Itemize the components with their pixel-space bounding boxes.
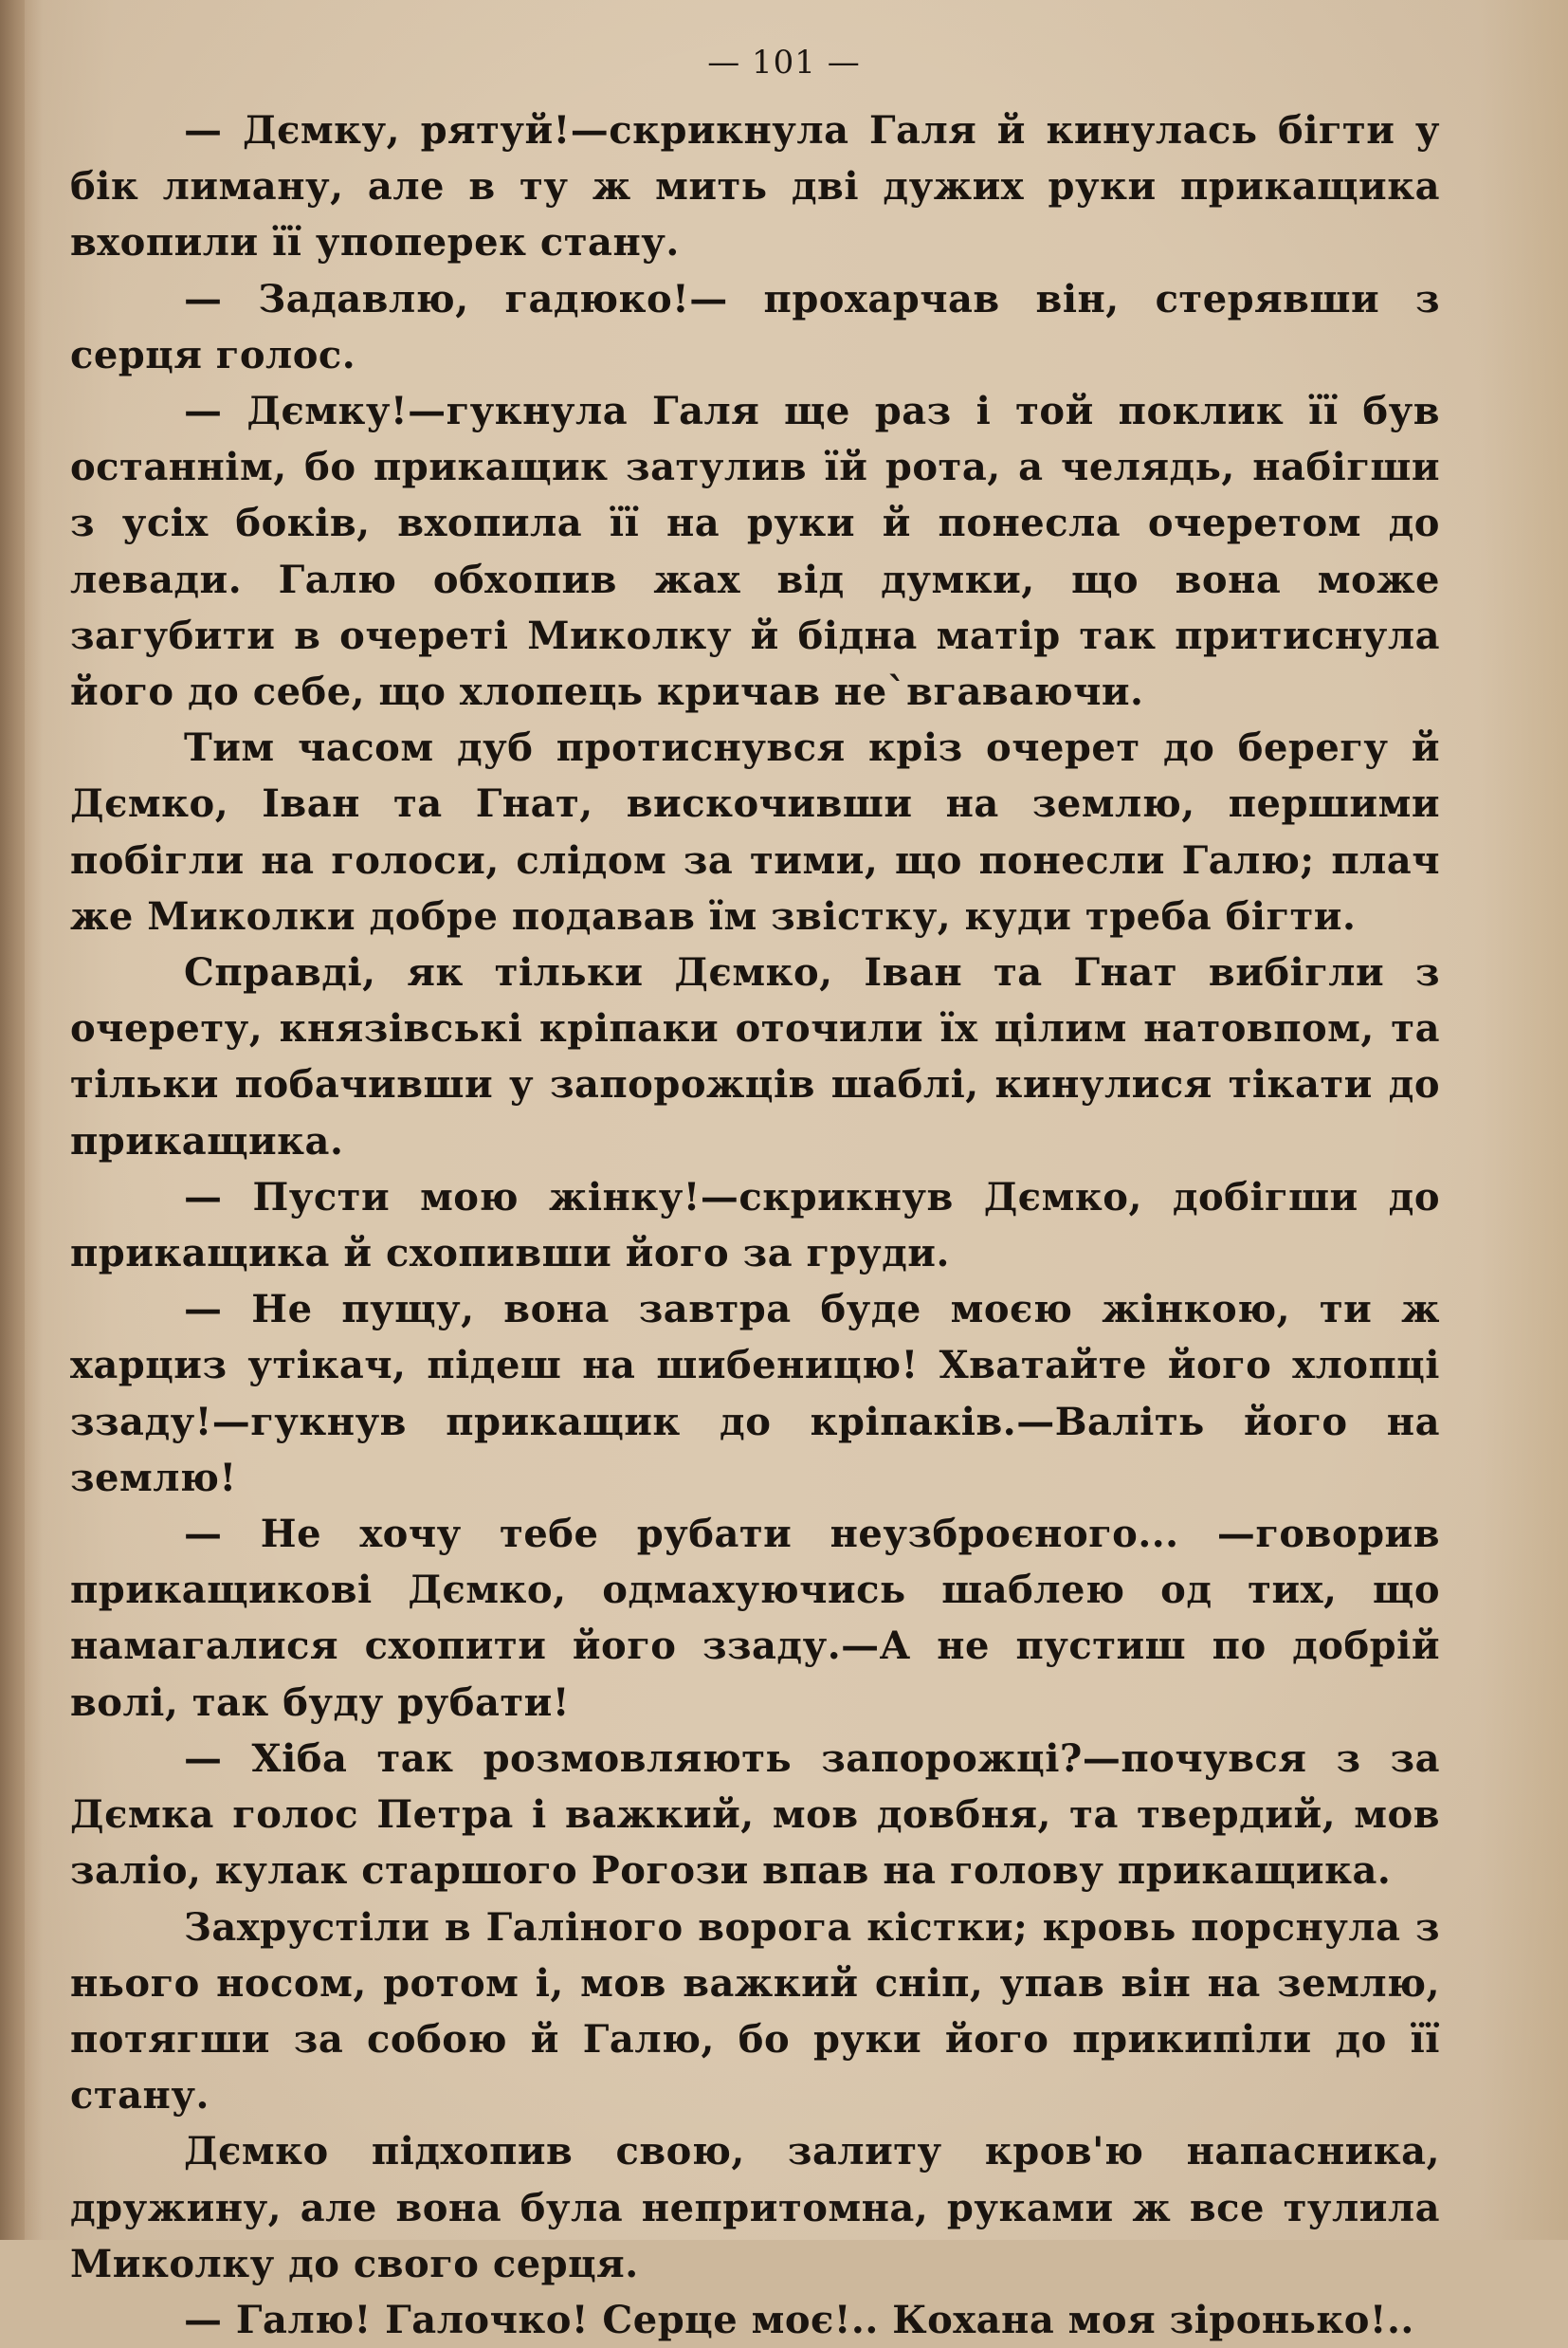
paragraph: Тим часом дуб протиснувся кріз очерет до берегу й Дємко, Іван та Гнат, вискочивши на землю, першими побігли на голоси, слідом за тими, що понесли Галю; плач же Миколки добре подавав їм звістку, куди треба бігти. xyxy=(70,725,1440,939)
body-text xyxy=(70,102,1440,2348)
paragraph: — Дємку, рятуй!—скрикнула Галя й кинулась бігти у бік лиману, але в ту ж мить дві дужих руки прикащика вхопили її упоперек стану. xyxy=(70,108,1440,266)
page-spine-shadow xyxy=(0,0,25,2240)
paragraph: — Не пущу, вона завтра буде моєю жінкою, ти ж харциз утікач, підеш на шибеницю! Хватайте його хлопці ззаду!—гукнув прикащик до кріпаків.—Валіть його на землю! xyxy=(70,1287,1440,1500)
paragraph: — Галю! Галочко! Серце моє!.. Кохана моя зіронько!.. xyxy=(184,2297,1414,2342)
paragraph: Справді, як тільки Дємко, Іван та Гнат вибігли з очерету, князівські кріпаки оточили їх цілим натовпом, та тільки побачивши у запорожців шаблі, кинулися тікати до прикащика. xyxy=(70,950,1440,1164)
page-number: — 101 — xyxy=(707,44,861,82)
paragraph: Дємко підхопив свою, залиту кров'ю напасника, дружину, але вона була непритомна, руками ж все тулила Миколку до свого серця. xyxy=(70,2129,1440,2286)
paragraph: — Дємку!—гукнула Галя ще раз і той поклик її був останнім, бо прикащик затулив їй рота, а челядь, набігши з усіх боків, вхопила її на руки й понесла очеретом до левади. Галю обхопив жах від думки, що вона може загубити в очереті Миколку й бідна матір так притиснула його до себе, що хлопець кричав не`вгаваючи. xyxy=(70,389,1440,715)
paragraph: — Пусти мою жінку!—скрикнув Дємко, добігши до прикащика й схопивши його за груди. xyxy=(70,1174,1440,1276)
paragraph: — Задавлю, гадюко!— прохарчав він, стерявши з серця голос. xyxy=(70,276,1440,377)
paragraph: — Хіба так розмовляють запорожці?—почувся з за Дємка голос Петра і важкий, мов довбня, та твердий, мов заліо, кулак старшого Рогози впав на голову прикащика. xyxy=(70,1735,1440,1894)
paragraph: — Не хочу тебе рубати неузброєного... —говорив прикащикові Дємко, одмахуючись шаблею од тих, що намагалися схопити його ззаду.—А не пустиш по добрій волі, так буду рубати! xyxy=(70,1512,1440,1725)
paragraph: Захрустіли в Галіного ворога кістки; кровь порснула з нього носом, ротом і, мов важкий сніп, упав він на землю, потягши за собою й Галю, бо руки його прикипіли до її стану. xyxy=(70,1904,1440,2119)
